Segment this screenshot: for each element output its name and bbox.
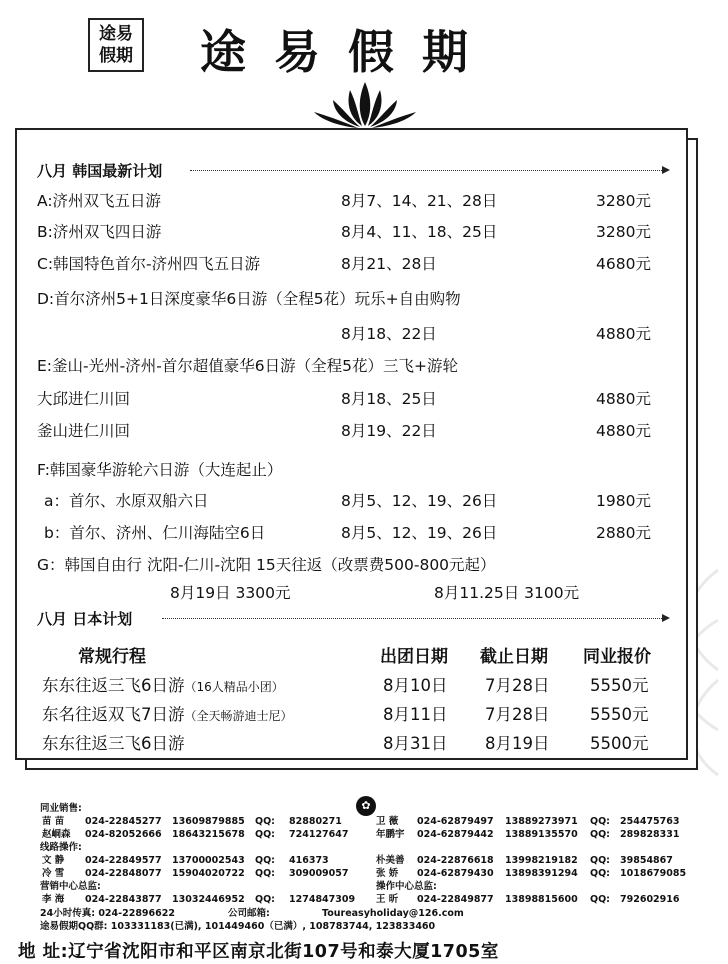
arrow-right-icon: [190, 170, 668, 172]
japan-heading: 八月 日本计划: [37, 610, 133, 628]
contact-phone: 024-22849877: [417, 894, 494, 905]
list-item-dates: 8月7、14、21、28日: [341, 192, 498, 210]
list-item: C:韩国特色首尔-济州四飞五日游: [37, 255, 261, 273]
table-cell-note: （全天畅游迪士尼）: [184, 709, 293, 723]
list-item-price: 4880元: [596, 422, 651, 440]
contact-name: 冷 雪: [42, 868, 65, 879]
fax-line: 24小时传真: 024-22896622: [40, 908, 175, 919]
qq-label: QQ:: [590, 816, 610, 827]
contact-mobile: 15904020722: [172, 868, 245, 879]
contact-name: 苗 苗: [42, 816, 65, 827]
qq-label: QQ:: [255, 829, 275, 840]
table-cell-note: （16人精品小团）: [184, 680, 284, 694]
list-item-price: 4880元: [596, 390, 651, 408]
contact-name: 赵峒森: [42, 829, 71, 840]
table-header-deadline: 截止日期: [480, 647, 548, 667]
contact-phone: 024-62879430: [417, 868, 494, 879]
contact-qq: 724127647: [289, 829, 349, 840]
contact-name: 文 静: [42, 855, 65, 866]
table-header-route: 常规行程: [78, 647, 146, 667]
contact-phone: 024-22843877: [85, 894, 162, 905]
list-item: b：首尔、济州、仁川海陆空6日: [44, 524, 266, 542]
table-cell-route: 东东往返三飞6日游: [42, 734, 185, 753]
list-item-dates: 8月5、12、19、26日: [341, 524, 498, 542]
list-item-dates: 8月5、12、19、26日: [341, 492, 498, 510]
contact-mobile: 18643215678: [172, 829, 245, 840]
qq-label: QQ:: [255, 855, 275, 866]
list-item-price: 2880元: [596, 524, 651, 542]
contact-qq: 254475763: [620, 816, 680, 827]
contact-qq: 309009057: [289, 868, 349, 879]
table-cell-route: 东东往返三飞6日游: [42, 676, 185, 695]
contact-qq: 1018679085: [620, 868, 687, 879]
qq-label: QQ:: [590, 855, 610, 866]
company-logo: [88, 18, 144, 72]
qq-label: QQ:: [590, 868, 610, 879]
contact-mobile: 13898391294: [505, 868, 578, 879]
contact-phone: 024-82052666: [85, 829, 162, 840]
op-label: 操作中心总监:: [376, 881, 437, 892]
route-label: 线路操作:: [40, 842, 82, 853]
table-cell-depart: 8月31日: [383, 734, 448, 753]
contact-name: 朴美善: [376, 855, 405, 866]
contact-name: 卫 薇: [376, 816, 399, 827]
contact-phone: 024-22845277: [85, 816, 162, 827]
table-cell-price: 5550元: [590, 676, 649, 695]
table-row: [42, 701, 293, 725]
qq-label: QQ:: [255, 894, 275, 905]
contact-phone: 024-22848077: [85, 868, 162, 879]
qq-label: QQ:: [590, 829, 610, 840]
contact-mobile: 13889273971: [505, 816, 578, 827]
table-header-depart: 出团日期: [380, 647, 448, 667]
email-label: 公司邮箱:: [228, 908, 270, 919]
list-item: E:釜山-光州-济州-首尔超值豪华6日游（全程5花）三飞+游轮: [37, 357, 459, 375]
list-item-price: 8月19日 3300元: [170, 584, 291, 602]
table-cell-price: 5500元: [590, 734, 649, 753]
email-link[interactable]: Toureasyholiday@126.com: [322, 908, 464, 919]
table-cell-price: 5550元: [590, 705, 649, 724]
company-address: 地 址:辽宁省沈阳市和平区南京北街107号和泰大厦1705室: [18, 942, 499, 962]
list-item-price: 1980元: [596, 492, 651, 510]
contact-qq: 289828331: [620, 829, 680, 840]
list-item-price: 4880元: [596, 325, 651, 343]
contact-mobile: 13898815600: [505, 894, 578, 905]
contact-phone: 024-22876618: [417, 855, 494, 866]
list-item-price: 3280元: [596, 223, 651, 241]
qq-label: QQ:: [590, 894, 610, 905]
logo-text-top: 途易: [99, 24, 133, 44]
contact-qq: 39854867: [620, 855, 673, 866]
contact-mobile: 13032446952: [172, 894, 245, 905]
logo-text-bottom: 假期: [99, 46, 133, 66]
list-item: A:济州双飞五日游: [37, 192, 162, 210]
contact-name: 李 海: [42, 894, 65, 905]
contact-qq: 792602916: [620, 894, 680, 905]
list-item-dates: 8月21、28日: [341, 255, 437, 273]
contact-qq: 82880271: [289, 816, 342, 827]
contact-mobile: 13700002543: [172, 855, 245, 866]
contact-name: 王 昕: [376, 894, 399, 905]
table-cell-route: 东名往返双飞7日游: [42, 705, 185, 724]
page-title: 途易假期: [200, 25, 496, 79]
table-cell-depart: 8月11日: [383, 705, 448, 724]
qq-label: QQ:: [255, 868, 275, 879]
contact-name: 张 娇: [376, 868, 399, 879]
list-item: G：韩国自由行 沈阳-仁川-沈阳 15天往返（改票费500-800元起）: [37, 556, 496, 574]
table-header-price: 同业报价: [583, 647, 651, 667]
contact-phone: 024-62879497: [417, 816, 494, 827]
korea-heading: 八月 韩国最新计划: [37, 162, 163, 180]
contact-mobile: 13889135570: [505, 829, 578, 840]
mkt-label: 营销中心总监:: [40, 881, 101, 892]
contact-mobile: 13609879885: [172, 816, 245, 827]
table-cell-depart: 8月10日: [383, 676, 448, 695]
list-item: a：首尔、水原双船六日: [44, 492, 209, 510]
table-row: [42, 730, 185, 754]
list-item: 釜山进仁川回: [37, 422, 131, 440]
contact-mobile: 13998219182: [505, 855, 578, 866]
qq-groups: 途易假期QQ群: 103331183(已满), 101449460（已满）, 108783744, 123833460: [40, 921, 436, 932]
list-item: 大邱进仁川回: [37, 390, 131, 408]
list-item-dates: 8月18、22日: [341, 325, 437, 343]
list-item-dates: 8月18、25日: [341, 390, 437, 408]
lotus-ornament-icon: [300, 80, 430, 130]
contact-qq: 1274847309: [289, 894, 356, 905]
table-cell-deadline: 8月19日: [485, 734, 550, 753]
qq-label: QQ:: [255, 816, 275, 827]
list-item-dates: 8月19、22日: [341, 422, 437, 440]
contact-qq: 416373: [289, 855, 329, 866]
contact-phone: 024-22849577: [85, 855, 162, 866]
lotus-bullet-icon: ✿: [356, 796, 376, 816]
contact-phone: 024-62879442: [417, 829, 494, 840]
contact-name: 年鹏宇: [376, 829, 405, 840]
table-cell-deadline: 7月28日: [485, 705, 550, 724]
list-item: F:韩国豪华游轮六日游（大连起止）: [37, 461, 283, 479]
list-item: B:济州双飞四日游: [37, 223, 162, 241]
list-item-dates: 8月4、11、18、25日: [341, 223, 498, 241]
list-item-price: 8月11.25日 3100元: [434, 584, 580, 602]
arrow-right-icon: [162, 618, 668, 620]
list-item-price: 3280元: [596, 192, 651, 210]
list-item: D:首尔济州5+1日深度豪华6日游（全程5花）玩乐+自由购物: [37, 290, 461, 308]
sales-label: 同业销售:: [40, 803, 82, 814]
list-item-price: 4680元: [596, 255, 651, 273]
table-cell-deadline: 7月28日: [485, 676, 550, 695]
table-row: [42, 672, 284, 696]
